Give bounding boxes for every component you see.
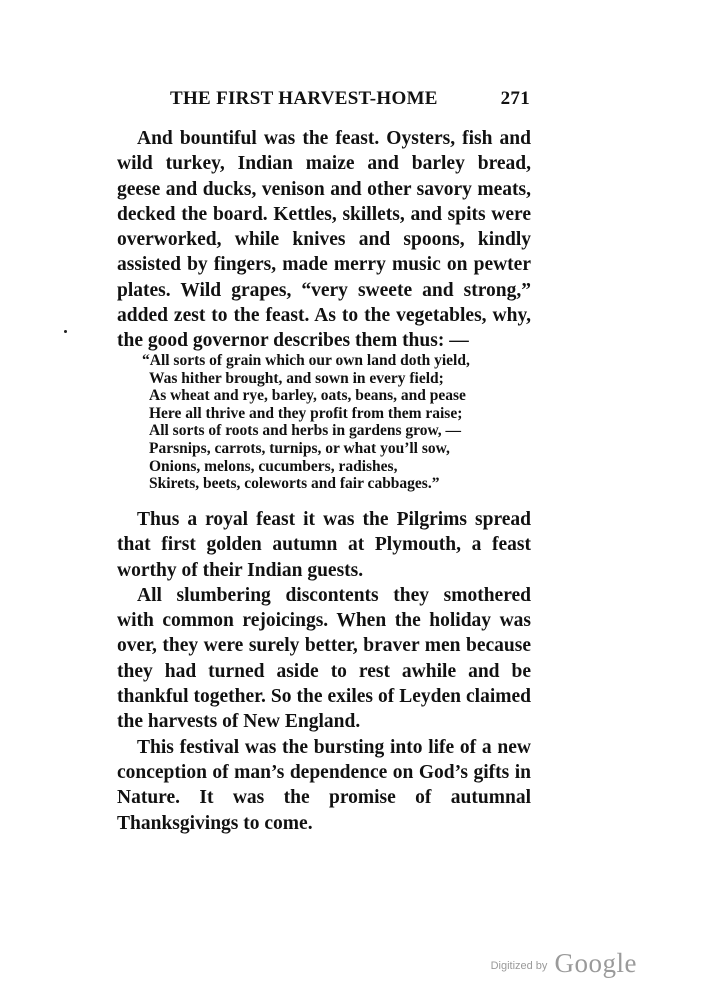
page-number: 271 [500, 88, 530, 109]
running-head-title: THE FIRST HARVEST-HOME [170, 88, 438, 109]
verse-line: Onions, melons, cucumbers, radishes, [149, 457, 398, 475]
body-text-bottom [117, 507, 531, 836]
watermark-prefix: Digitized by [490, 960, 548, 972]
paragraph: This festival was the bursting into life of a new conception of man’s dependence on God’s gifts in Nature. It was the promise of autumnal Thanksgivings to come. [117, 736, 531, 834]
verse-line: As wheat and rye, barley, oats, beans, and pease [149, 387, 466, 405]
digitized-watermark [491, 948, 637, 978]
running-head [170, 88, 530, 118]
body-text-top [117, 126, 531, 354]
verse-quotation [142, 352, 522, 493]
scan-speck [64, 330, 67, 333]
google-logo: Google [554, 948, 637, 978]
paragraph: All slumbering discontents they smothered with common rejoicings. When the holiday was over, they were surely better, braver men because they had turned aside to rest awhile and be thankful together. So the exiles of Leyden claimed the harvests of New England. [117, 584, 531, 733]
paragraph: And bountiful was the feast. Oysters, fish and wild turkey, Indian maize and barley bread, geese and ducks, venison and other savory meats, decked the board. Kettles, skillets, and spits were overworked, while knives and spoons, kindly assisted by fingers, made merry music on pewter plates. Wild grapes, “very sweete and strong,” added zest to the feast. As to the vegetables, why, the good governor describes them thus: — [117, 128, 531, 352]
verse-line: Skirets, beets, coleworts and fair cabbages.” [149, 475, 440, 493]
paragraph: Thus a royal feast it was the Pilgrims spread that first golden autumn at Plymouth, a feast worthy of their Indian guests. [117, 509, 531, 581]
verse-line: Parsnips, carrots, turnips, or what you’ll sow, [149, 439, 450, 457]
verse-line: All sorts of roots and herbs in gardens grow, — [149, 422, 462, 440]
verse-line: Was hither brought, and sown in every field; [149, 369, 444, 387]
verse-line: Here all thrive and they profit from them raise; [149, 404, 463, 422]
verse-line: “All sorts of grain which our own land doth yield, [142, 352, 470, 369]
